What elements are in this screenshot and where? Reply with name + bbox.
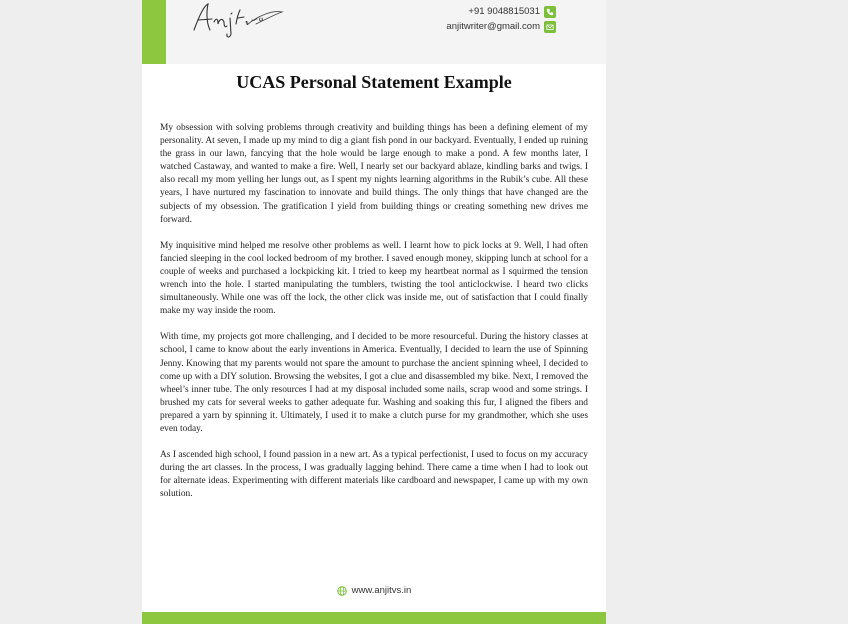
footer bbox=[142, 585, 606, 596]
logo-signature bbox=[186, 0, 286, 40]
document-page bbox=[142, 0, 606, 624]
globe-icon bbox=[337, 586, 347, 596]
email-address: anjitwriter@gmail.com bbox=[446, 21, 540, 32]
paragraph: With time, my projects got more challenging, and I decided to be more resourceful. During the history classes at school, I came to know about the early inventions in America. Eventually, I decided to learn the use of Spinning Jenny. Knowing that my parents would not spare the amount to purchase the ancient spinning wheel, I decided to come up with a DIY solution. Browsing the websites, I got a clue and disassembled my bike. Next, I removed the wheel’s inner tube. The only resources I had at my disposal included some nails, scrap wood and some strings. I brushed my cats for several weeks to gather adequate fur. Washing and soaking this fur, I aligned the fibers and prepared a yarn by spinning it. Ultimately, I used it to make a clutch purse for my grandmother, which she uses even today. bbox=[160, 332, 588, 434]
paragraph: My inquisitive mind helped me resolve other problems as well. I learnt how to pick locks at 9. Well, I had often fancied sleeping in the cool locked bedroom of my brother. I saved enough money, skipping lunch at school for a couple of weeks and purchased a lockpicking kit. I tried to keep my heartbeat normal as I squirmed the tension wrench into the hole. I started manipulating the tumblers, twisting the tool anticlockwise. I heard two clicks simultaneously. While one was off the lock, the other click was inside me, out of satisfaction that I could finally make my way inside the room. bbox=[160, 240, 588, 317]
paragraph: My obsession with solving problems through creativity and building things has been a defining element of my personality. At seven, I made up my mind to dig a giant fish pond in our backyard. Eventually, I ended up ruining the grass in our lawn, fancying that the hole would be large enough to make a pond. A few months later, I watched Castaway, and wanted to make a fire. Well, I nearly set our backyard ablaze, kindling barks and twigs. I also recall my mom yelling her lungs out, as I spent my nights learning algorithms in the Rubik’s cube. All these years, I have nurtured my fascination to innovate and build things. The only things that have changed are the subjects of my obsession. The gratification I yield from building things or creating something new drives me forward. bbox=[160, 123, 588, 225]
footer-accent-bar bbox=[142, 612, 606, 624]
statement-body bbox=[160, 122, 588, 514]
email-icon bbox=[544, 21, 556, 33]
paragraph: As I ascended high school, I found passion in a new art. As a typical perfectionist, I used to focus on my accuracy during the art classes. In the process, I was gradually lagging behind. There came a time when I had to look out for alternate ideas. Experimenting with different materials like cardboard and newspaper, I came up with my own solution. bbox=[160, 450, 588, 500]
phone-icon bbox=[544, 6, 556, 18]
phone-number: +91 9048815031 bbox=[468, 6, 540, 17]
letterhead bbox=[142, 0, 606, 64]
contact-info bbox=[446, 4, 556, 34]
accent-bar bbox=[142, 0, 166, 64]
website-link[interactable]: www.anjitvs.in bbox=[351, 585, 412, 596]
page-title: UCAS Personal Statement Example bbox=[236, 72, 512, 92]
